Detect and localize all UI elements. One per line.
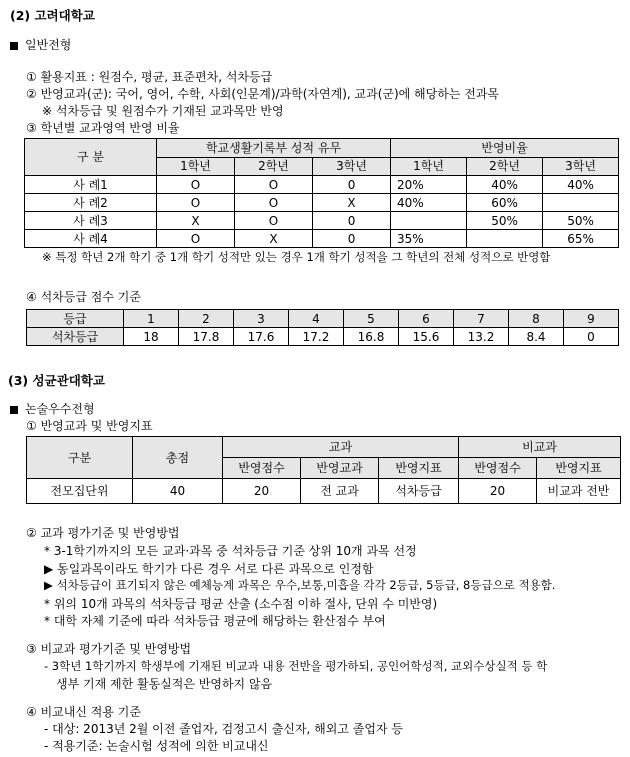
square-bullet-icon (10, 406, 18, 414)
skku-dash-line: - 대상: 2013년 2월 이전 졸업자, 검정고시 출신자, 해외고 졸업자 등 (44, 722, 403, 736)
skku-bullet: * 위의 10개 과목의 석차등급 평균 산출 (소수점 이하 절사, 단위 수 미반영) (44, 597, 438, 611)
cell: 50% (543, 212, 619, 230)
cell: O (235, 212, 313, 230)
cell: 17.6 (234, 328, 289, 346)
cell: 0 (564, 328, 619, 346)
skku-dash-line: 생부 기재 제한 활동실적은 반영하지 않음 (56, 677, 273, 691)
cell: 20% (391, 176, 467, 194)
cell: 35% (391, 230, 467, 248)
cell: 60% (467, 194, 543, 212)
cell: X (313, 194, 391, 212)
th-grade-num: 3 (234, 310, 289, 328)
th-grade-num: 5 (344, 310, 399, 328)
th-index-nonsubject: 반영지표 (537, 458, 621, 479)
cell: 석차등급 (379, 479, 459, 504)
skku-dash-line: - 적용기준: 논술시험 성적에 의한 비교내신 (44, 739, 269, 753)
cell: 50% (467, 212, 543, 230)
skku-bullet: * 대학 자체 기준에 따라 석차등급 평균에 해당하는 환산점수 부여 (44, 614, 386, 628)
ratio-table-note: ※ 특정 학년 2개 학기 중 1개 학기 성적만 있는 경우 1개 학기 성적을 그 학년의 전체 성적으로 반영함 (42, 250, 551, 264)
skku-item-4: ④ 비교내신 적용 기준 (26, 705, 141, 719)
korea-item-3: ③ 학년별 교과영역 반영 비율 (26, 121, 180, 135)
grade-score-table (26, 309, 619, 346)
table-row (25, 176, 619, 194)
cell: O (157, 194, 235, 212)
cell: 65% (543, 230, 619, 248)
cell: 18 (124, 328, 179, 346)
cell (543, 194, 619, 212)
th-record: 학교생활기록부 성적 유무 (157, 139, 391, 158)
table-row (27, 328, 619, 346)
cell: X (157, 212, 235, 230)
th-year: 2학년 (467, 157, 543, 176)
th-subject-applied: 반영교과 (301, 458, 379, 479)
th-gubun: 구 분 (25, 139, 157, 176)
th-nonsubject: 비교과 (459, 437, 621, 458)
th-year: 3학년 (543, 157, 619, 176)
cell: 비교과 전반 (537, 479, 621, 504)
row-label: 사 례3 (25, 212, 157, 230)
cell: O (235, 176, 313, 194)
th-year: 1학년 (391, 157, 467, 176)
th-subject: 교과 (223, 437, 459, 458)
cell: 0 (313, 176, 391, 194)
th-index: 반영지표 (379, 458, 459, 479)
cell: 20 (459, 479, 537, 504)
th-grade-num: 9 (564, 310, 619, 328)
row-label: 사 례1 (25, 176, 157, 194)
skku-bullet: ▶ 석차등급이 표기되지 않은 예체능계 과목은 우수,보통,미흡을 각각 2등급, 5등급, 8등급으로 적용함. (44, 578, 556, 592)
skku-item-1: ① 반영교과 및 반영지표 (26, 419, 153, 433)
cell: 13.2 (454, 328, 509, 346)
cell: O (157, 176, 235, 194)
heading-text: 일반전형 (25, 38, 72, 52)
cell: 전 교과 (301, 479, 379, 504)
th-grade-num: 6 (399, 310, 454, 328)
th-score-nonsubject: 반영점수 (459, 458, 537, 479)
table-row (25, 194, 619, 212)
cell: 15.6 (399, 328, 454, 346)
cell (391, 212, 467, 230)
section-title-skku: (3) 성균관대학교 (8, 373, 105, 388)
cell: 8.4 (509, 328, 564, 346)
section-title-korea: (2) 고려대학교 (10, 8, 95, 23)
cell: 16.8 (344, 328, 399, 346)
korea-item-4: ④ 석차등급 점수 기준 (26, 290, 141, 304)
th-grade-num: 8 (509, 310, 564, 328)
cell: O (157, 230, 235, 248)
skku-bullet: ▶ 동일과목이라도 학기가 다른 경우 서로 다른 과목으로 인정함 (44, 562, 374, 576)
korea-item-2-note: ※ 석차등급 및 원점수가 기재된 교과목만 반영 (42, 104, 284, 118)
th-gubun: 구분 (27, 437, 133, 479)
table-row (25, 230, 619, 248)
cell: 17.8 (179, 328, 234, 346)
skku-item-2: ② 교과 평가기준 및 반영방법 (26, 526, 180, 540)
cell: 40% (467, 176, 543, 194)
th-total: 총점 (133, 437, 223, 479)
row-label: 사 례2 (25, 194, 157, 212)
table-row (27, 479, 621, 504)
skku-item-3: ③ 비교과 평가기준 및 반영방법 (26, 642, 192, 656)
cell: 17.2 (289, 328, 344, 346)
cell: 40% (543, 176, 619, 194)
heading-essay-admission (10, 400, 95, 417)
th-grade: 등급 (27, 310, 124, 328)
cell: 0 (313, 212, 391, 230)
cell: 0 (313, 230, 391, 248)
korea-item-1: ① 활용지표 : 원점수, 평균, 표준편차, 석차등급 (26, 70, 273, 84)
korea-item-2: ② 반영교과(군): 국어, 영어, 수학, 사회(인문계)/과학(자연계), 교과(군)에 해당하는 전과목 (26, 87, 500, 101)
table-row (25, 212, 619, 230)
square-bullet-icon (10, 42, 18, 50)
cell: O (235, 194, 313, 212)
heading-general-admission (10, 36, 71, 53)
th-score: 반영점수 (223, 458, 301, 479)
th-grade-num: 7 (454, 310, 509, 328)
th-year: 3학년 (313, 157, 391, 176)
th-year: 1학년 (157, 157, 235, 176)
row-label: 사 례4 (25, 230, 157, 248)
cell: 40 (133, 479, 223, 504)
cell: 40% (391, 194, 467, 212)
th-year: 2학년 (235, 157, 313, 176)
cell: 20 (223, 479, 301, 504)
skku-index-table (26, 436, 621, 504)
cell (467, 230, 543, 248)
year-ratio-table (24, 138, 619, 248)
row-label: 석차등급 (27, 328, 124, 346)
th-grade-num: 2 (179, 310, 234, 328)
th-grade-num: 4 (289, 310, 344, 328)
th-ratio: 반영비율 (391, 139, 619, 158)
cell: X (235, 230, 313, 248)
skku-bullet: * 3-1학기까지의 모든 교과·과목 중 석차등급 기준 상위 10개 과목 선정 (44, 544, 417, 558)
th-grade-num: 1 (124, 310, 179, 328)
skku-dash-line: - 3학년 1학기까지 학생부에 기재된 비교과 내용 전반을 평가하되, 공인어학성적, 교외수상실적 등 학 (44, 659, 548, 673)
cell: 전모집단위 (27, 479, 133, 504)
heading-text: 논술우수전형 (25, 402, 95, 416)
